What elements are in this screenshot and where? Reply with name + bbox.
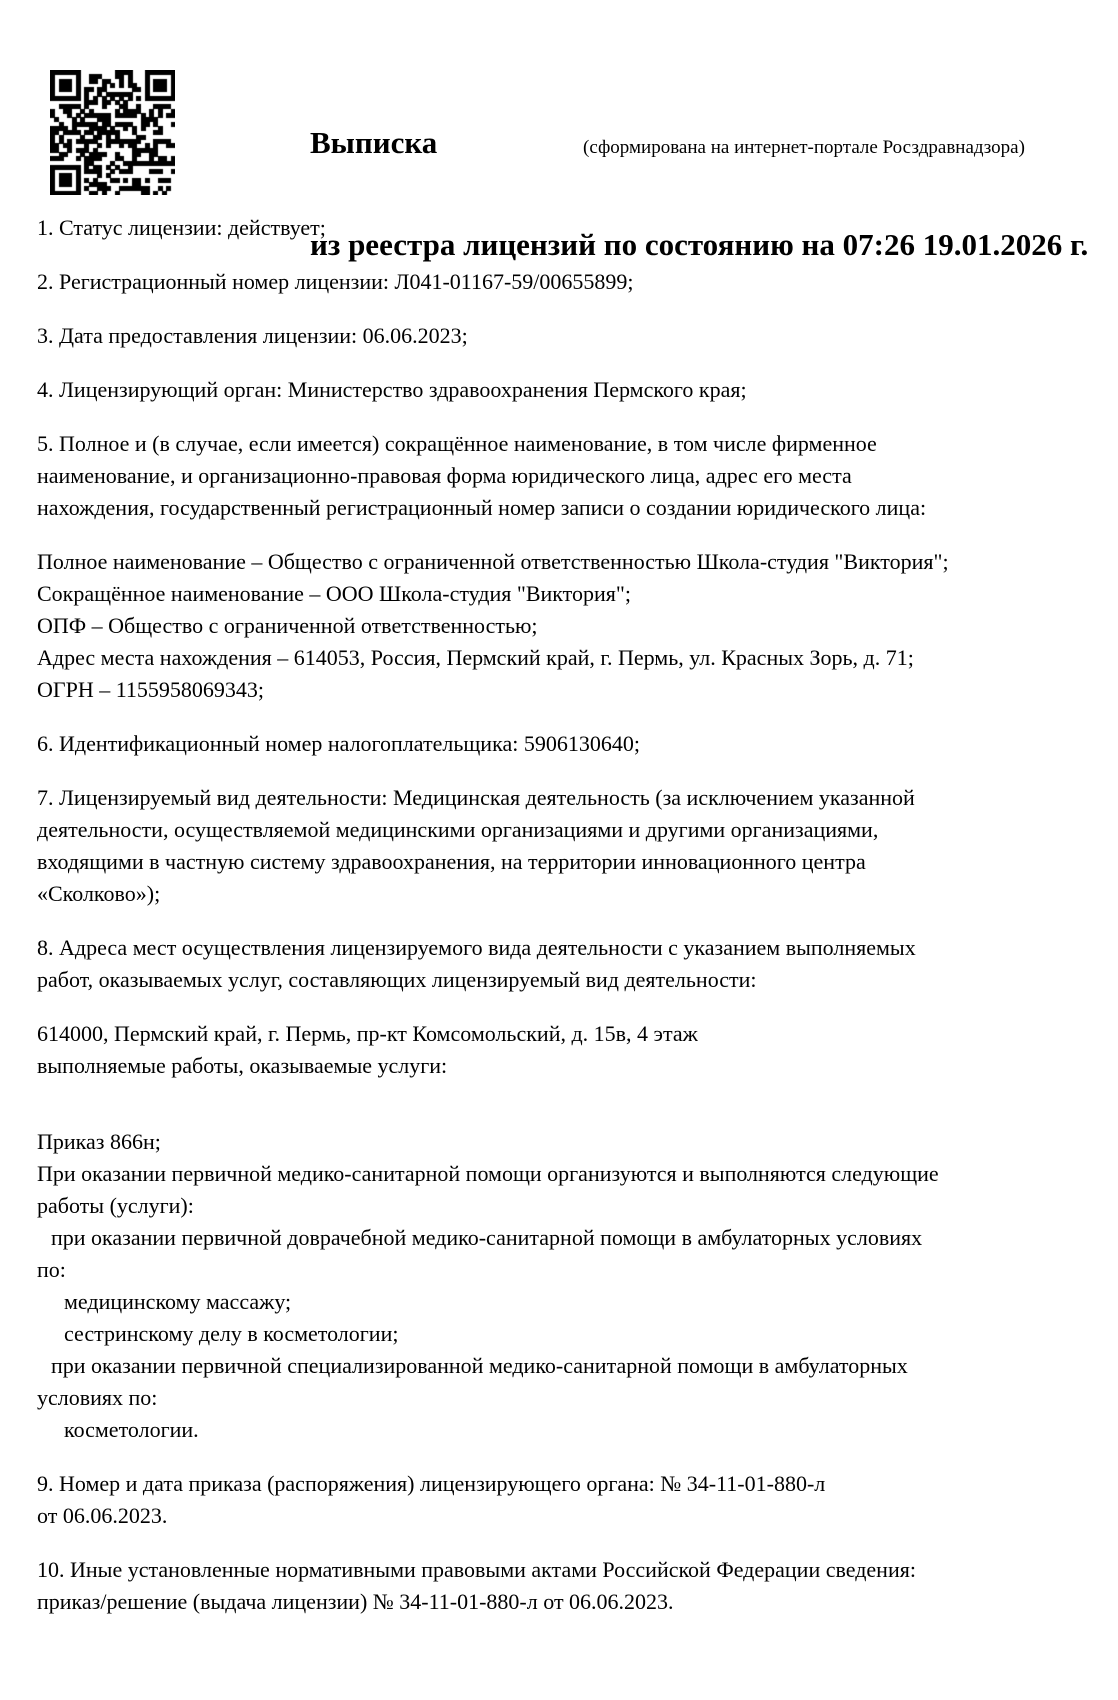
document-line: по: [37,1257,66,1282]
document-line: ОГРН – 1155958069343; [37,677,265,702]
document-line: нахождения, государственный регистрационный номер записи о создании юридического лица: [37,495,927,520]
document-line: 7. Лицензируемый вид деятельности: Медицинская деятельность (за исключением указанной [37,785,915,810]
document-line: 5. Полное и (в случае, если имеется) сокращённое наименование, в том числе фирменное [37,431,877,456]
document-line: ОПФ – Общество с ограниченной ответственностью; [37,613,538,638]
document-line: условиях по: [37,1385,158,1410]
document-line: работы (услуги): [37,1193,194,1218]
document-line: Адрес места нахождения – 614053, Россия, Пермский край, г. Пермь, ул. Красных Зорь, д. 71; [37,645,914,670]
document-line: 4. Лицензирующий орган: Министерство здравоохранения Пермского края; [37,377,747,402]
title-line-2: из реестра лицензий по состоянию на 07:26 19.01.2026 г. [310,227,1089,262]
document-subtitle: (сформирована на интернет-портале Росздравнадзора) [583,137,1025,158]
document-line: При оказании первичной медико-санитарной помощи организуются и выполняются следующие [37,1161,939,1186]
document-line: приказ/решение (выдача лицензии) № 34-11-01-880-л от 06.06.2023. [37,1589,674,1614]
document-line: входящими в частную систему здравоохранения, на территории инновационного центра [37,849,866,874]
document-line: от 06.06.2023. [37,1503,168,1528]
document-line: 9. Номер и дата приказа (распоряжения) лицензирующего органа: № 34-11-01-880-л [37,1471,826,1496]
document-line: наименование, и организационно-правовая форма юридического лица, адрес его места [37,463,852,488]
document-line: Приказ 866н; [37,1129,161,1154]
document-line: 614000, Пермский край, г. Пермь, пр-кт Комсомольский, д. 15в, 4 этаж [37,1021,698,1046]
document-line: 8. Адреса мест осуществления лицензируемого вида деятельности с указанием выполняемых [37,935,916,960]
document-line: Сокращённое наименование – ООО Школа-студия "Виктория"; [37,581,631,606]
document-line: 6. Идентификационный номер налогоплательщика: 5906130640; [37,731,640,756]
document-line: медицинскому массажу; [64,1289,292,1314]
document-line: косметологии. [64,1417,199,1442]
document-line: 1. Статус лицензии: действует; [37,215,326,240]
document-line: Полное наименование – Общество с ограниченной ответственностью Школа-студия "Виктория"; [37,549,949,574]
document-line: при оказании первичной доврачебной медико-санитарной помощи в амбулаторных условиях [51,1225,923,1250]
document-line: «Сколково»); [37,881,161,906]
document-line: выполняемые работы, оказываемые услуги: [37,1053,448,1078]
title-line-1: Выписка [310,125,438,160]
qr-code [50,70,175,195]
document-line: 10. Иные установленные нормативными правовыми актами Российской Федерации сведения: [37,1557,916,1582]
document-line: при оказании первичной специализированной медико-санитарной помощи в амбулаторных [51,1353,908,1378]
document-line: 3. Дата предоставления лицензии: 06.06.2023; [37,323,468,348]
document-line: 2. Регистрационный номер лицензии: Л041-01167-59/00655899; [37,269,634,294]
document-line: работ, оказываемых услуг, составляющих лицензируемый вид деятельности: [37,967,757,992]
document-body [37,212,1097,1618]
document-line: деятельности, осуществляемой медицинскими организациями и другими организациями, [37,817,879,842]
document-line: сестринскому делу в косметологии; [64,1321,399,1346]
